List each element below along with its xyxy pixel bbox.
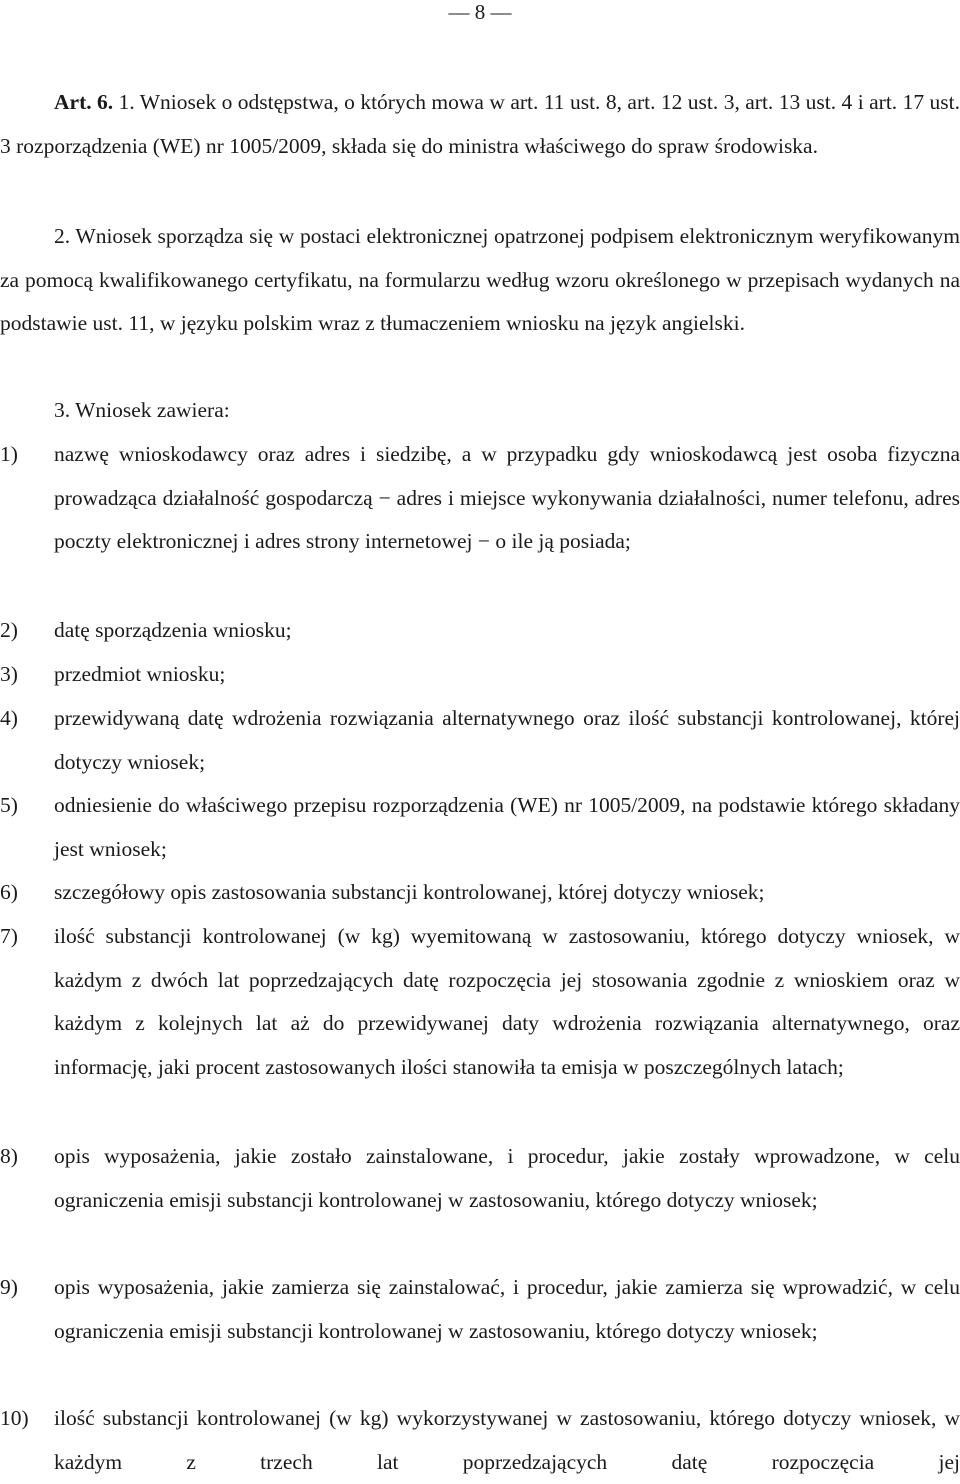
list-item-1: [0, 433, 960, 564]
list-item-number: 9): [0, 1275, 18, 1299]
list-item-text: przewidywaną datę wdrożenia rozwiązania alternatywnego oraz ilość substancji kontrolowanej, której dotyczy wniosek;: [54, 706, 960, 774]
paragraph-1: [0, 81, 960, 168]
list-item-7: [0, 915, 960, 1089]
list-item-3: [0, 653, 960, 697]
list-item-number: 7): [0, 924, 18, 948]
list-item-text: datę sporządzenia wniosku;: [54, 618, 292, 642]
list-item-text: szczegółowy opis zastosowania substancji kontrolowanej, której dotyczy wniosek;: [54, 880, 765, 904]
list-item-text: opis wyposażenia, jakie zostało zainstalowane, i procedur, jakie zostały wprowadzone, w celu ograniczenia emisji substancji kontrolowanej w zastosowaniu, którego dotyczy wniosek;: [54, 1144, 960, 1212]
list-item-number: 1): [0, 442, 18, 466]
list-item-4: [0, 697, 960, 784]
paragraph-2: 2. Wniosek sporządza się w postaci elektronicznej opatrzonej podpisem elektronicznym weryfikowanym za pomocą kwalifikowanego certyfikatu, na formularzu według wzoru określonego w przepisach wydanych na podstawie ust. 11, w języku polskim wraz z tłumaczeniem wniosku na język angielski.: [0, 224, 960, 336]
list-item-text: odniesienie do właściwego przepisu rozporządzenia (WE) nr 1005/2009, na podstawie którego składany jest wniosek;: [54, 793, 960, 861]
list-item-number: 4): [0, 706, 18, 730]
list-item-text: przedmiot wniosku;: [54, 662, 226, 686]
list-item-number: 6): [0, 880, 18, 904]
list-item-number: 3): [0, 662, 18, 686]
list-item-text: nazwę wnioskodawcy oraz adres i siedzibę, a w przypadku gdy wnioskodawcą jest osoba fizyczna prowadząca działalność gospodarczą − adres i miejsce wykonywania działalności, numer telefonu, adres poczty elektronicznej i adres strony internetowej − o ile ją posiada;: [54, 442, 960, 554]
list-item-10: [0, 1397, 960, 1484]
list-item-number: 5): [0, 793, 18, 817]
list-item-number: 10): [0, 1406, 29, 1430]
list-item-5: [0, 784, 960, 871]
list-item-number: 2): [0, 618, 18, 642]
list-item-6: [0, 871, 960, 915]
article-label: Art. 6.: [54, 90, 114, 114]
list-item-text: ilość substancji kontrolowanej (w kg) wyemitowaną w zastosowaniu, którego dotyczy wniosek, w każdym z dwóch lat poprzedzających datę rozpoczęcia jej stosowania zgodnie z wnioskiem oraz w każdym z kolejnych lat aż do przewidywanej daty wdrożenia rozwiązania alternatywnego, oraz informację, jaki procent zastosowanych ilości stanowiła ta emisja w poszczególnych latach;: [54, 924, 960, 1079]
list-item-8: [0, 1135, 960, 1222]
list-item-number: 8): [0, 1144, 18, 1168]
list-item-2: [0, 609, 960, 653]
paragraph-1-text: 1. Wniosek o odstępstwa, o których mowa w art. 11 ust. 8, art. 12 ust. 3, art. 13 ust. 4 i art. 17 ust. 3 rozporządzenia (WE) nr 1005/2009, składa się do ministra właściwego do spraw środowiska.: [0, 90, 960, 158]
list-item-text: opis wyposażenia, jakie zamierza się zainstalować, i procedur, jakie zamierza się wprowadzić, w celu ograniczenia emisji substancji kontrolowanej w zastosowaniu, którego dotyczy wniosek;: [54, 1275, 960, 1343]
list-item-9: [0, 1266, 960, 1353]
page-number: — 8 —: [448, 0, 512, 24]
paragraph-3: 3. Wniosek zawiera:: [54, 398, 230, 422]
list-item-text: ilość substancji kontrolowanej (w kg) wykorzystywanej w zastosowaniu, którego dotyczy wniosek, w każdym z trzech lat poprzedzających datę rozpoczęcia jej: [54, 1406, 960, 1474]
